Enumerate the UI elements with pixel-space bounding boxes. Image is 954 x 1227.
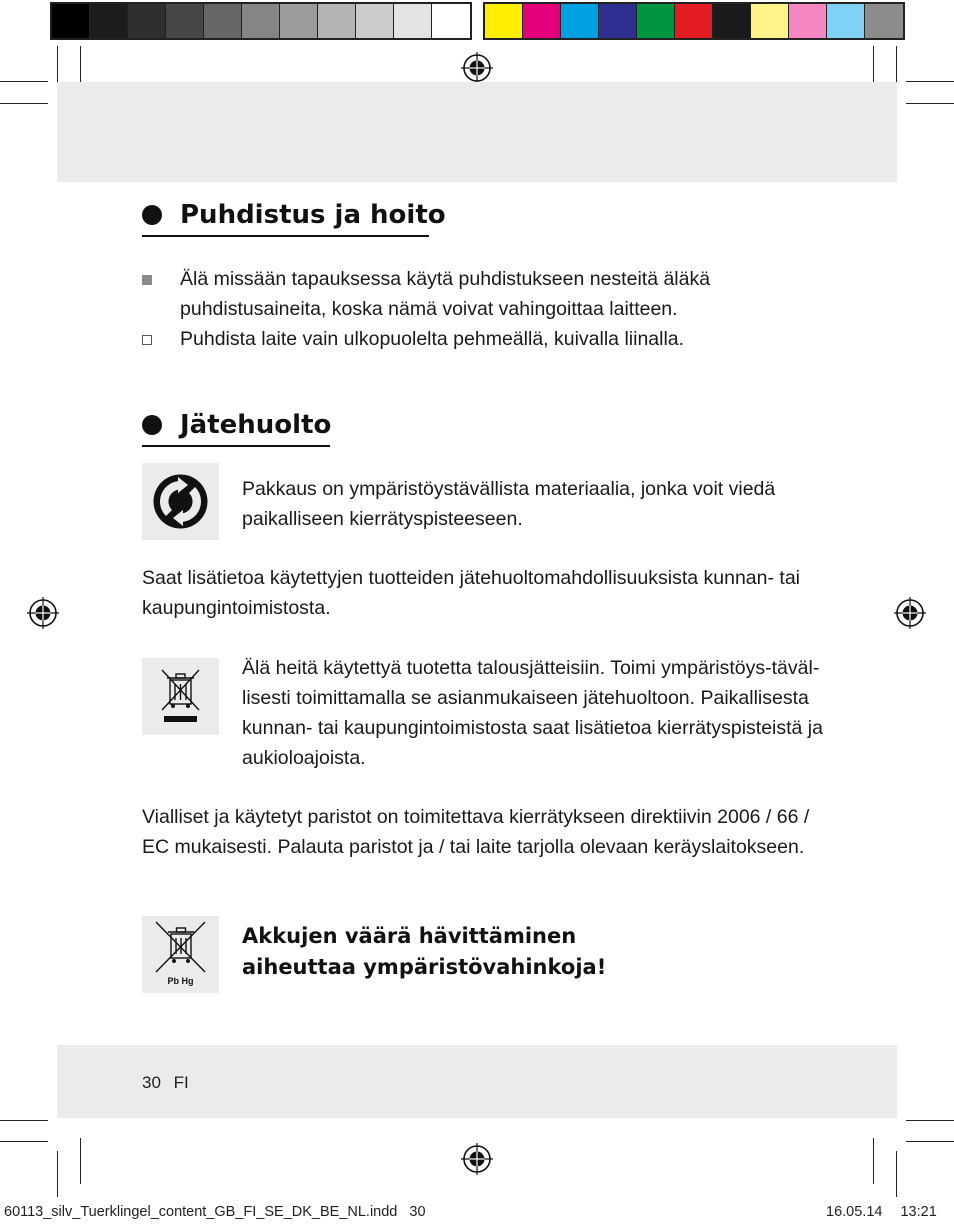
list-item — [142, 264, 800, 324]
crop-mark — [896, 1151, 897, 1197]
color-swatch — [280, 4, 318, 38]
slug-timestamp — [826, 1204, 937, 1220]
slug-date: 16.05.14 — [826, 1204, 883, 1220]
green-dot-recycling-icon — [142, 463, 219, 540]
list-item — [142, 324, 800, 354]
crop-mark — [906, 1120, 954, 1121]
slug-time: 13:21 — [900, 1204, 937, 1220]
weee-text: Älä heitä käytettyä tuotetta talousjätteisiin. Toimi ympäristöys-täväl-lisesti toimittamalla se asianmukaiseen jätehuoltoon. Paikallisesta kunnan- tai kaupungintoimistosta saat lisätietoa kierrätyspisteistä ja aukioloajoista. — [242, 657, 823, 769]
crop-mark — [0, 1120, 48, 1121]
crop-mark — [0, 81, 48, 82]
color-swatch — [599, 4, 637, 38]
color-swatch — [166, 4, 204, 38]
slug-file-info — [4, 1204, 426, 1220]
color-swatch — [713, 4, 751, 38]
warning-text: Akkujen väärä hävittäminen aiheuttaa ympäristövahinkoja! — [242, 924, 607, 979]
language-code: FI — [173, 1073, 189, 1092]
color-swatch — [432, 4, 470, 38]
disposal-info-text: Saat lisätietoa käytettyjen tuotteiden jätehuoltomahdollisuuksista kunnan- tai kaupungintoimistosta. — [142, 567, 800, 619]
page-number: 30 — [142, 1073, 161, 1092]
page-footer — [142, 1073, 189, 1093]
color-swatch — [128, 4, 166, 38]
crop-mark — [80, 1138, 81, 1184]
list-item-text: Älä missään tapauksessa käytä puhdistukseen nesteitä äläkä puhdistusaineita, koska nämä voivat vahingoittaa laitteen. — [180, 268, 711, 320]
color-swatch — [485, 4, 523, 38]
crop-mark — [906, 1141, 954, 1142]
slug-page: 30 — [409, 1204, 426, 1220]
color-swatch — [751, 4, 789, 38]
color-swatch — [523, 4, 561, 38]
crop-mark — [906, 103, 954, 104]
header-band — [57, 82, 897, 182]
slug-filename: 60113_silv_Tuerklingel_content_GB_FI_SE_DK_BE_NL.indd — [4, 1204, 398, 1220]
section-heading-cleaning — [142, 200, 446, 230]
color-swatch — [789, 4, 827, 38]
crop-mark — [873, 1138, 874, 1184]
registration-mark-icon — [461, 1143, 493, 1175]
color-swatch — [675, 4, 713, 38]
list-item-text: Puhdista laite vain ulkopuolelta pehmeällä, kuivalla liinalla. — [180, 328, 685, 350]
color-swatch — [637, 4, 675, 38]
color-swatch — [865, 4, 903, 38]
filled-square-bullet-icon — [142, 275, 152, 285]
crop-mark — [906, 81, 954, 82]
packaging-text: Pakkaus on ympäristöystävällista materiaalia, jonka voit viedä paikalliseen kierrätyspisteeseen. — [242, 478, 776, 530]
color-swatch — [356, 4, 394, 38]
registration-mark-icon — [27, 597, 59, 629]
color-swatch — [318, 4, 356, 38]
color-swatch — [242, 4, 280, 38]
color-swatch — [394, 4, 432, 38]
registration-mark-icon — [461, 52, 493, 84]
crop-mark — [0, 1141, 48, 1142]
process-color-bar — [483, 2, 905, 40]
heading-bullet-icon — [142, 205, 162, 225]
crop-mark — [57, 1151, 58, 1197]
grayscale-color-bar — [50, 2, 472, 40]
section-title: Puhdistus ja hoito — [180, 200, 446, 230]
crossed-bin-icon — [142, 658, 219, 735]
crop-mark — [0, 103, 48, 104]
heading-underline — [142, 445, 330, 447]
heading-bullet-icon — [142, 415, 162, 435]
registration-mark-icon — [894, 597, 926, 629]
section-heading-disposal — [142, 410, 331, 440]
heading-underline — [142, 235, 429, 237]
battery-text: Vialliset ja käytetyt paristot on toimitettava kierrätykseen direktiivin 2006 / 66 / EC mukaisesti. Palauta paristot ja / tai laite tarjolla olevaan keräyslaitokseen. — [142, 806, 810, 858]
color-swatch — [204, 4, 242, 38]
battery-icon-label: Pb Hg — [167, 976, 194, 986]
color-swatch — [827, 4, 865, 38]
section-title: Jätehuolto — [180, 410, 332, 440]
color-swatch — [52, 4, 90, 38]
color-swatch — [90, 4, 128, 38]
battery-bin-icon — [142, 916, 219, 993]
color-swatch — [561, 4, 599, 38]
hollow-square-bullet-icon — [142, 335, 152, 345]
